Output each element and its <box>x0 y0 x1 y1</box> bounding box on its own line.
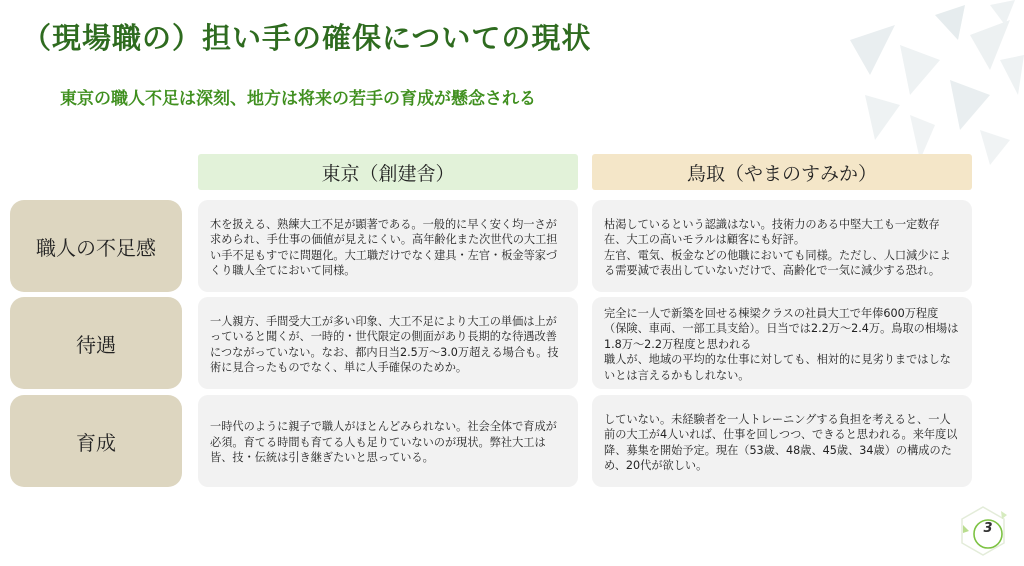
cell-tottori-treatment <box>592 297 972 389</box>
cell-text: 木を扱える、熟練大工不足が顕著である。一般的に早く安く均一さが求められ、手仕事の価値が見えにくい。高年齢化また次世代の大工担い手不足もすでに問題化。大工職だけでなく建具・左官・板金等家づくり職人全てにおいて同様。 <box>210 217 558 277</box>
cell-text: 一人親方、手間受大工が多い印象、大工不足により大工の単価は上がっていると聞くが、一時的・世代限定の側面があり長期的な待遇改善につながっていない。なお、都内日当2.5万～3.0万超える場合も。技術に見合ったものでなく、単に人手確保のためか。 <box>210 314 559 374</box>
cell-tottori-shortage <box>592 200 972 292</box>
column-header-tottori: 鳥取（やまのすみか） <box>592 154 972 190</box>
cell-text: 職人が、地域の平均的な仕事に対しても、相対的に見劣りまではしないとは言えるかもしれない。 <box>604 353 951 382</box>
cell-tokyo-treatment <box>198 297 578 389</box>
row-label-training: 育成 <box>10 395 182 487</box>
page-number: 3 <box>983 521 993 536</box>
page-title: （現場職の）担い手の確保についての現状 <box>22 21 592 55</box>
cell-tottori-training <box>592 395 972 487</box>
cell-text: していない。未経験者を一人トレーニングする負担を考えると、一人前の大工が4人いれば、仕事を回しつつ、できると思われる。来年度以降、募集を開始予定。現在（53歳、48歳、45歳、34歳）の構成のため、20代が欲しい。 <box>604 412 958 472</box>
cell-tokyo-shortage <box>198 200 578 292</box>
column-header-tokyo: 東京（創建舎） <box>198 154 578 190</box>
cell-text: 完全に一人で新築を回せる棟梁クラスの社員大工で年俸600万程度（保険、車両、一部工具支給）。日当では2.2万～2.4万。鳥取の相場は1.8万～2.2万程度と思われる <box>604 306 959 351</box>
decorative-triangles-icon <box>840 0 1024 170</box>
page-subtitle: 東京の職人不足は深刻、地方は将来の若手の育成が懸念される <box>60 89 536 109</box>
cell-text: 枯渇しているという認識はない。技術力のある中堅大工も一定数存在、大工の高いモラルは顧客にも好評。 <box>604 217 940 246</box>
cell-tokyo-training <box>198 395 578 487</box>
row-label-shortage: 職人の不足感 <box>10 200 182 292</box>
row-label-treatment: 待遇 <box>10 297 182 389</box>
cell-text: 左官、電気、板金などの他職においても同様。ただし、人口減少による需要減で表出していないだけで、高齢化で一気に減少する恐れ。 <box>604 248 951 277</box>
cell-text: 一時代のように親子で職人がほとんどみられない。社会全体で育成が必須。育てる時間も育てる人も足りていないのが現状。弊社大工は皆、技・伝統は引き継ぎたいと思っている。 <box>210 420 557 465</box>
